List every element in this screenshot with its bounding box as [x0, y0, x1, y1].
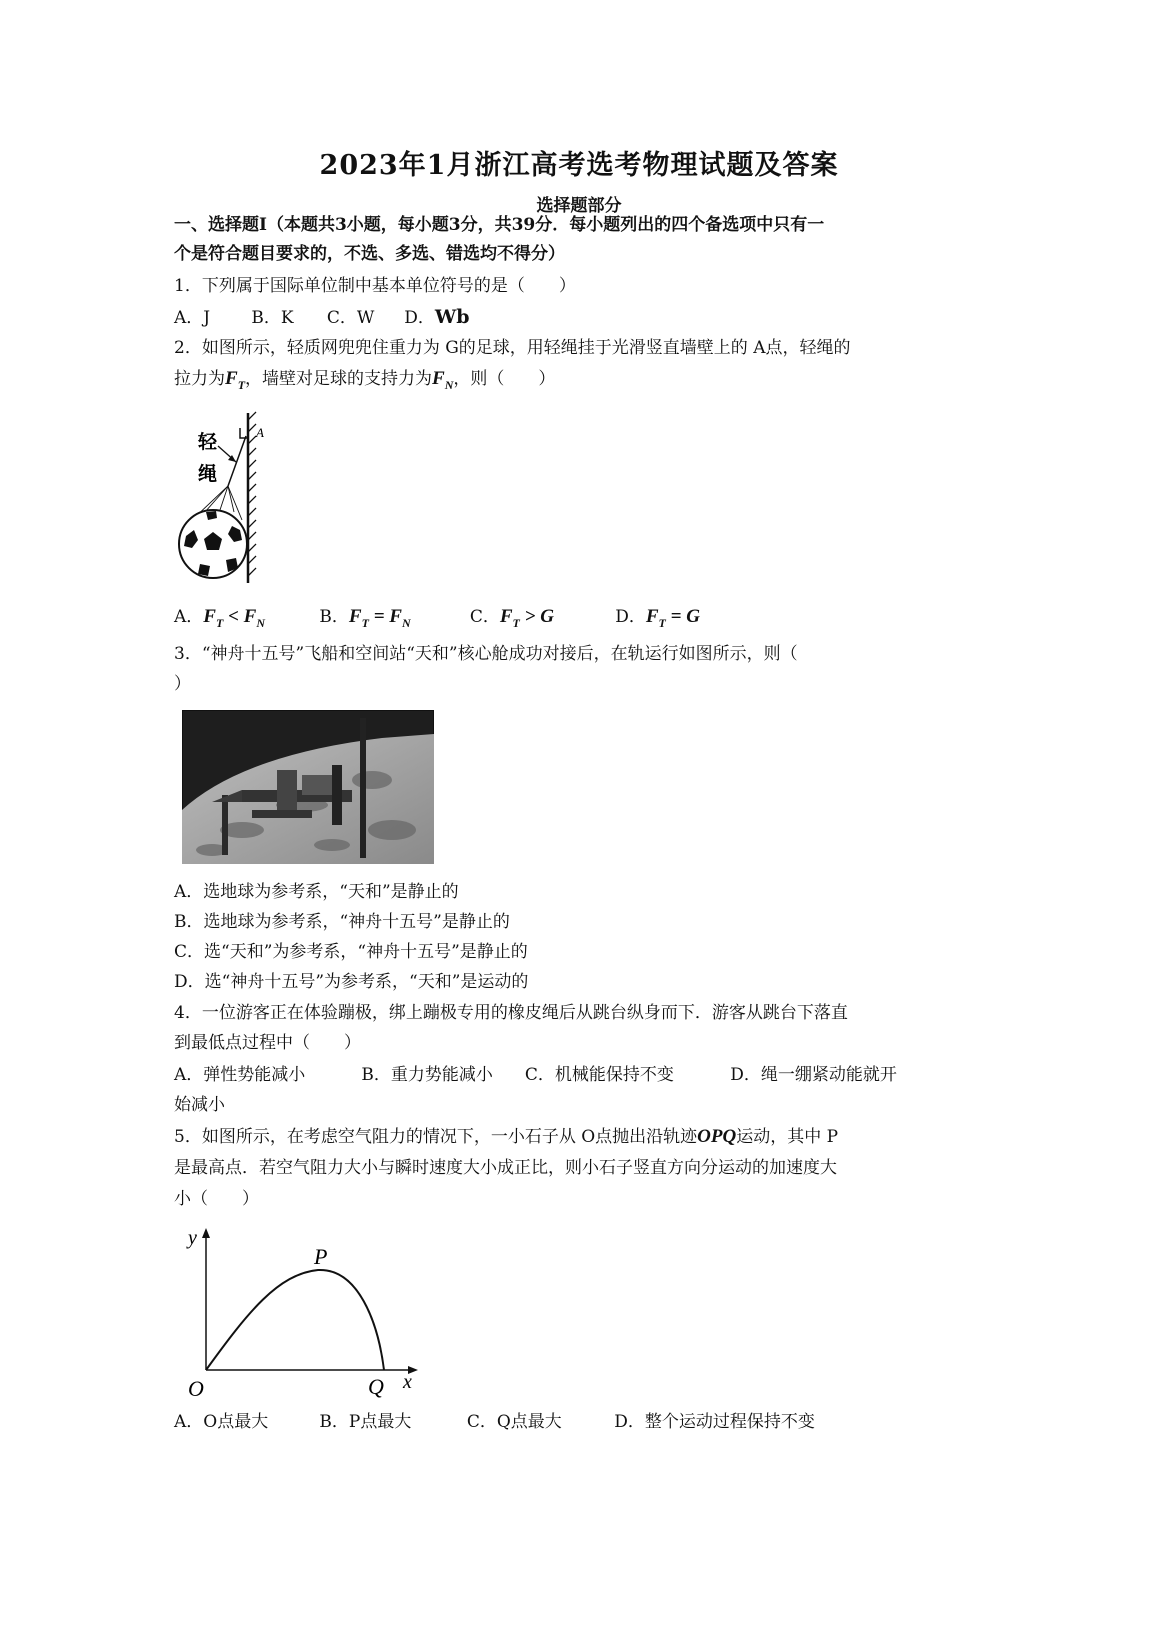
section-heading-line-2: 个是符合题目要求的，不选、多选、错选均不得分）	[174, 244, 565, 264]
q2-option-a-expr	[203, 606, 265, 630]
q2-ft-base: F	[225, 368, 238, 389]
q1-option-d-value: Wb	[434, 306, 470, 328]
q3-line-1: 3．“神舟十五号”飞船和空间站“天和”核心舱成功对接后，在轨运行如图所示，则（	[174, 644, 798, 664]
q4-option-d-cont: 始减小	[174, 1095, 225, 1115]
q5-option-a: A．O点最大	[174, 1412, 269, 1432]
point-o-label: O	[188, 1376, 204, 1400]
q5-option-d: D．整个运动过程保持不变	[614, 1412, 815, 1432]
ball-patch-bottom-left	[198, 564, 210, 576]
q2-line-2-a: 拉力为	[174, 369, 225, 389]
q2-option-c-lhs-sub: T	[512, 615, 520, 630]
q2-option-b-rhs: F	[389, 606, 402, 627]
q5-options	[174, 1411, 815, 1433]
q2-ft-sub: T	[237, 377, 246, 392]
q1-option-d	[404, 306, 469, 329]
q2-option-a-prefix: A．	[174, 607, 204, 627]
q5-line-2: 是最高点．若空气阻力大小与瞬时速度大小成正比，则小石子竖直方向分运动的加速度大	[174, 1158, 837, 1178]
y-axis-arrow	[202, 1228, 210, 1238]
q2-option-c-expr	[499, 606, 554, 630]
q2-option-d-lhs: F	[645, 606, 659, 627]
page-title: 2023年1月浙江高考选考物理试题及答案	[319, 150, 839, 181]
q5-line-1-a: 5．如图所示，在考虑空气阻力的情况下，一小石子从 O点抛出沿轨迹	[174, 1127, 698, 1147]
q2-option-b-lhs: F	[348, 606, 362, 627]
q1-option-a: A．J	[174, 308, 211, 328]
q2-option-b-expr	[348, 606, 411, 630]
y-axis-label: y	[188, 1227, 197, 1249]
q2-option-b-prefix: B．	[319, 607, 349, 627]
q3-option-a: A．选地球为参考系，“天和”是静止的	[174, 882, 459, 902]
q2-option-b-op: =	[373, 606, 385, 627]
q1-option-c: C．W	[326, 308, 375, 328]
q5-line-1-c: 运动，其中 P	[736, 1127, 839, 1147]
q5-trajectory-label: OPQ	[697, 1126, 737, 1147]
q2-option-b-lhs-sub: T	[361, 615, 369, 630]
q3-option-d: D．选“神舟十五号”为参考系，“天和”是运动的	[174, 972, 529, 992]
q1-options	[174, 306, 469, 329]
q4-option-a: A．弹性势能减小	[174, 1065, 306, 1085]
q2-option-d-op: =	[670, 606, 682, 627]
q5-trajectory-figure	[178, 1222, 423, 1400]
q2-option-d-prefix: D．	[615, 607, 646, 627]
q2-option-a-op: <	[228, 606, 239, 627]
q2-line-2	[174, 368, 555, 396]
q2-option-d-rhs: G	[686, 606, 700, 627]
rope-label-1: 轻	[198, 431, 218, 453]
q2-option-d-expr	[645, 606, 700, 630]
q2-option-b-rhs-sub: N	[401, 615, 411, 630]
q5-option-b: B．P点最大	[319, 1412, 412, 1432]
q3-option-b: B．选地球为参考系，“神舟十五号”是静止的	[174, 912, 510, 932]
q2-option-c-op: >	[524, 606, 536, 627]
q2-option-a-rhs-sub: N	[256, 615, 265, 630]
q1-option-d-prefix: D．	[404, 308, 435, 328]
q3-option-c: C．选“天和”为参考系，“神舟十五号”是静止的	[174, 942, 528, 962]
point-q-label: Q	[368, 1374, 384, 1399]
q4-option-b: B．重力势能减小	[361, 1065, 493, 1085]
q3-line-2: ）	[174, 674, 191, 694]
q2-option-b	[319, 606, 464, 634]
q2-fn	[432, 368, 454, 392]
q1-stem: 1．下列属于国际单位制中基本单位符号的是（ ）	[174, 276, 576, 296]
q2-option-d-lhs-sub: T	[658, 615, 666, 630]
q2-line-2-c: ，则（ ）	[453, 369, 556, 389]
q2-option-a-rhs: F	[243, 606, 257, 627]
q2-option-c-rhs: G	[540, 606, 554, 627]
trajectory-curve	[206, 1270, 384, 1370]
point-p-label: P	[314, 1244, 328, 1269]
q2-option-a-lhs: F	[203, 606, 216, 627]
q4-option-d: D．绳一绷紧动能就开	[730, 1065, 897, 1085]
q5-line-1	[174, 1126, 838, 1148]
space-station-photo	[182, 710, 434, 864]
q4-option-c: C．机械能保持不变	[524, 1065, 674, 1085]
q4-options	[174, 1064, 897, 1086]
q2-fn-base: F	[432, 368, 445, 389]
q5-option-c: C．Q点最大	[466, 1412, 562, 1432]
q4-line-2: 到最低点过程中（ ）	[174, 1033, 361, 1053]
q2-options	[174, 606, 700, 634]
q2-ft	[225, 368, 246, 392]
rope-line	[228, 436, 246, 486]
q5-line-3: 小（ ）	[174, 1189, 259, 1209]
section-heading-line-1: 一、选择题Ⅰ（本题共3小题，每小题3分，共39分．每小题列出的四个备选项中只有一	[174, 215, 825, 235]
q2-option-a-lhs-sub: T	[215, 615, 224, 630]
q2-fn-sub: N	[444, 377, 454, 392]
q2-ball-figure	[170, 408, 280, 588]
point-a-label: A	[256, 425, 264, 440]
section-subtitle: 选择题部分	[536, 196, 622, 216]
q2-line-2-b: ，墙壁对足球的支持力为	[245, 369, 433, 389]
rope-label-2: 绳	[198, 463, 218, 485]
q2-option-c	[470, 606, 610, 634]
q2-option-d	[615, 606, 700, 634]
q2-option-c-lhs: F	[499, 606, 513, 627]
x-axis-label: x	[403, 1371, 412, 1393]
q2-line-1: 2．如图所示，轻质网兜兜住重力为 G的足球，用轻绳挂于光滑竖直墙壁上的 A点，轻绳的	[174, 338, 851, 358]
q2-option-a	[174, 606, 314, 634]
q4-line-1: 4．一位游客正在体验蹦极，绑上蹦极专用的橡皮绳后从跳台纵身而下．游客从跳台下落直	[174, 1003, 848, 1023]
q1-option-b: B．K	[251, 308, 294, 328]
q2-option-c-prefix: C．	[469, 607, 500, 627]
